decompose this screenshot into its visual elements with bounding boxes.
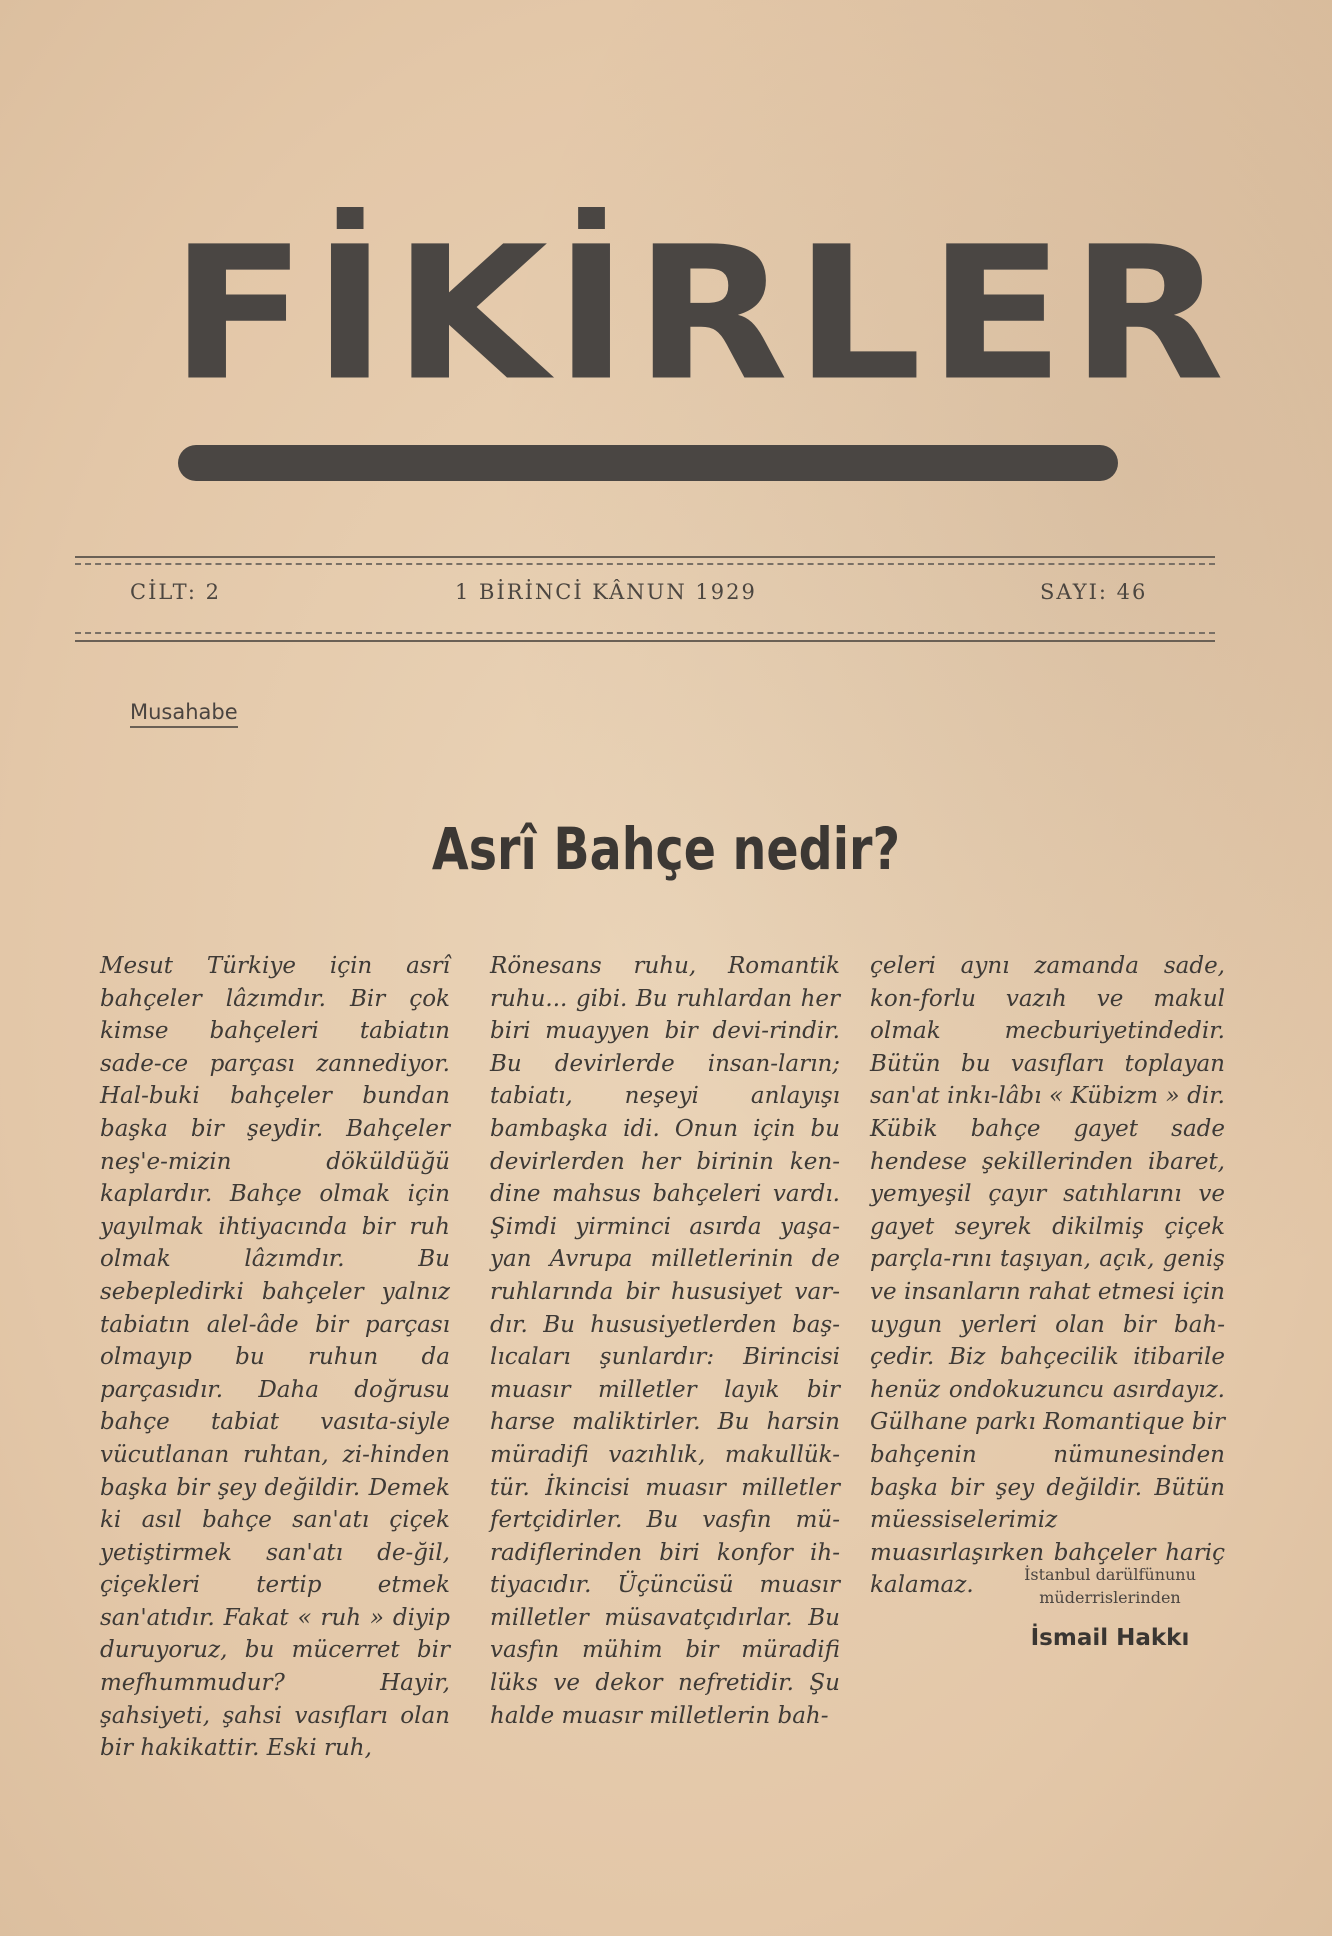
article-text: Mesut Türkiye için asrî bahçeler lâzımdır. Bir çok kimse bahçeleri tabiatın sade-ce parçası zannediyor. Hal-buki bahçeler bundan başka bir şeydir. Bahçeler neş'e-mizin döküldüğü kaplardır. Bahçe olmak için yayılmak ihtiyacında bir ruh olmak lâzımdır. Bu sebepledirki bahçeler yalnız tabiatın alel-âde bir parçası olmayıp bu ruhun da parçasıdır. Daha doğrusu bahçe tabiat vasıta-siyle vücutlanan ruhtan, zi-hinden başka bir şey değildir. Demek ki asıl bahçe san'atı çiçek yetiştirmek san'atı de-ğil, çiçekleri tertip etmek san'atıdır. Fakat « ruh » diyip duruyoruz, bu mücerret bir mefhummudur? Hayir, şahsiyeti, şahsi vasıfları olan bir hakikattir. Eski ruh,	[100, 953, 450, 1762]
bottom-dashed-rule	[75, 632, 1215, 634]
masthead-underline	[178, 445, 1118, 481]
author-affiliation-line1: İstanbul darülfünunu	[1024, 1565, 1196, 1584]
article-column-2	[490, 950, 840, 1732]
article-text: çeleri aynı zamanda sade, kon-forlu vazıh ve makul olmak mecburiyetindedir. Bütün bu vasıfları toplayan san'at inkı-lâbı « Kübizm » dir. Kübik bahçe gayet sade hendese şekillerinden ibaret, yemyeşil çayır satıhlarını ve gayet seyrek dikilmiş çiçek parçla-rını taşıyan, açık, geniş ve insanların rahat etmesi için uygun yerleri olan bir bah-çedir. Biz bahçecilik itibarile henüz ondokuzuncu asırdayız. Gülhane parkı Romantique bir bahçenin nümunesinden başka bir şey değildir. Bütün müessiselerimiz muasırlaşırken bahçeler hariç kalamaz.	[870, 953, 1225, 1599]
volume-label: CİLT: 2	[130, 580, 221, 604]
masthead-title: FİKİRLER	[170, 207, 1231, 422]
issue-number: SAYI: 46	[1040, 580, 1148, 604]
top-rule	[75, 556, 1215, 558]
article-text: Rönesans ruhu, Romantik ruhu... gibi. Bu ruhlardan her biri muayyen bir devi-rindir. Bu devirlerde insan-ların; tabiatı, neşeyi anlayışı bambaşka idi. Onun için bu devirlerden her birinin ken-dine mahsus bahçeleri vardı. Şimdi yirminci asırda yaşa-yan Avrupa milletlerinin de ruhlarında bir hususiyet var-dır. Bu hususiyetlerden baş-lıcaları şunlardır: Birincisi muasır milletler layık bir harse maliktirler. Bu harsin müradifi vazıhlık, makullük-tür. İkincisi muasır milletler fertçidirler. Bu vasfın mü-radiflerinden biri konfor ih-tiyacıdır. Üçüncüsü muasır milletler müsavatçıdırlar. Bu vasfın mühim bir müradifi lüks ve dekor nefretidir. Şu halde muasır milletlerin bah-	[490, 953, 840, 1729]
issue-date: 1 BİRİNCİ KÂNUN 1929	[455, 580, 757, 604]
article-column-1	[100, 950, 450, 1765]
article-column-3	[870, 950, 1225, 1602]
article-headline: Asrî Bahçe nedir?	[431, 815, 901, 883]
author-affiliation-line2: müderrislerinden	[1039, 1588, 1181, 1607]
section-label: Musahabe	[130, 700, 238, 728]
bottom-rule	[75, 640, 1215, 642]
top-dashed-rule	[75, 563, 1215, 565]
masthead	[170, 200, 1231, 430]
issue-info-row	[75, 580, 1215, 610]
author-name: İsmail Hakkı	[1030, 1625, 1190, 1651]
